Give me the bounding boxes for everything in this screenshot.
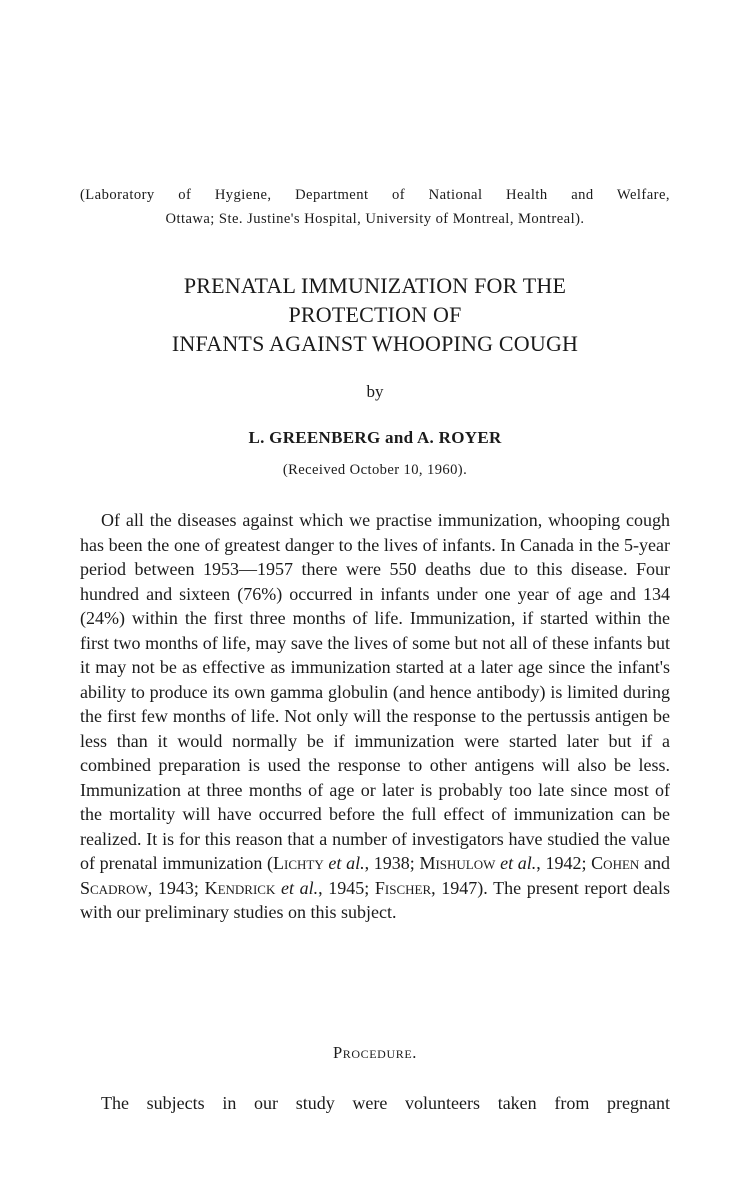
ref-author: Mishulow (419, 853, 496, 873)
title-line-2: PROTECTION OF (288, 302, 462, 327)
affiliation (80, 183, 670, 231)
introduction (80, 508, 670, 925)
intro-paragraph (80, 508, 670, 925)
ref-year: , 1945; (318, 877, 375, 898)
ref-and: and (639, 853, 670, 873)
title-line-3: INFANTS AGAINST WHOOPING COUGH (171, 331, 579, 356)
affiliation-line-1: (Laboratory of Hygiene, Department of National Health and Welfare, (80, 187, 670, 203)
ref-author: Fischer (374, 877, 432, 898)
byline-by: by (366, 382, 384, 401)
ref-author: Scadrow (80, 877, 148, 898)
ref-author: Lichty (273, 853, 324, 873)
intro-text: Of all the diseases against which we practise immunization, whooping cough has been the one of greatest danger to the lives of infants. In Canada in the 5-year period between 1953—1957 there were 550 deaths due to this disease. Four hundred and sixteen (76%) occurred in infants under one year of age and 134 (24%) within the first three months of life. Immunization, if started within the first two months of life, may save the lives of some but not all of these infants but it may not be as effective as immunization started at a later age since the infant's ability to produce its own gamma globulin (and hence antibody) is limited during the first few months of life. Not only will the response to the pertussis antigen be less than it would normally be if immunization were started later but if a combined preparation is used the response to other antigens will also be less. Immunization at three months of age or later is probably too late since most of the mortality will have occurred before the full effect of immunization can be realized. It is for this reason that a number of investigators have studied the value of prenatal immunization ( (80, 510, 670, 873)
authors: L. GREENBERG and A. ROYER (248, 428, 502, 447)
intro-closing: The present report deals with our preliminary studies on this subject. (80, 877, 670, 922)
ref-year: , 1942; (536, 853, 592, 873)
paper-title (80, 271, 670, 358)
ref-year: , 1938; (364, 853, 420, 873)
ref-etal: et al. (323, 853, 365, 873)
procedure-text: The subjects in our study were volunteers taken from pregnant (101, 1093, 670, 1113)
title-line-1: PRENATAL IMMUNIZATION FOR THE (183, 273, 567, 298)
procedure-section (80, 1091, 670, 1116)
ref-author: Kendrick (204, 877, 276, 898)
ref-year: , 1943; (147, 877, 205, 898)
affiliation-line-2: Ottawa; Ste. Justine's Hospital, University of Montreal, Montreal). (165, 211, 585, 227)
ref-year: , 1947). (431, 877, 488, 898)
received-date: (Received October 10, 1960). (282, 462, 468, 478)
section-heading-procedure: Procedure. (333, 1043, 417, 1062)
ref-etal: et al. (275, 877, 319, 898)
ref-author: Cohen (591, 853, 640, 873)
ref-etal: et al. (495, 853, 537, 873)
